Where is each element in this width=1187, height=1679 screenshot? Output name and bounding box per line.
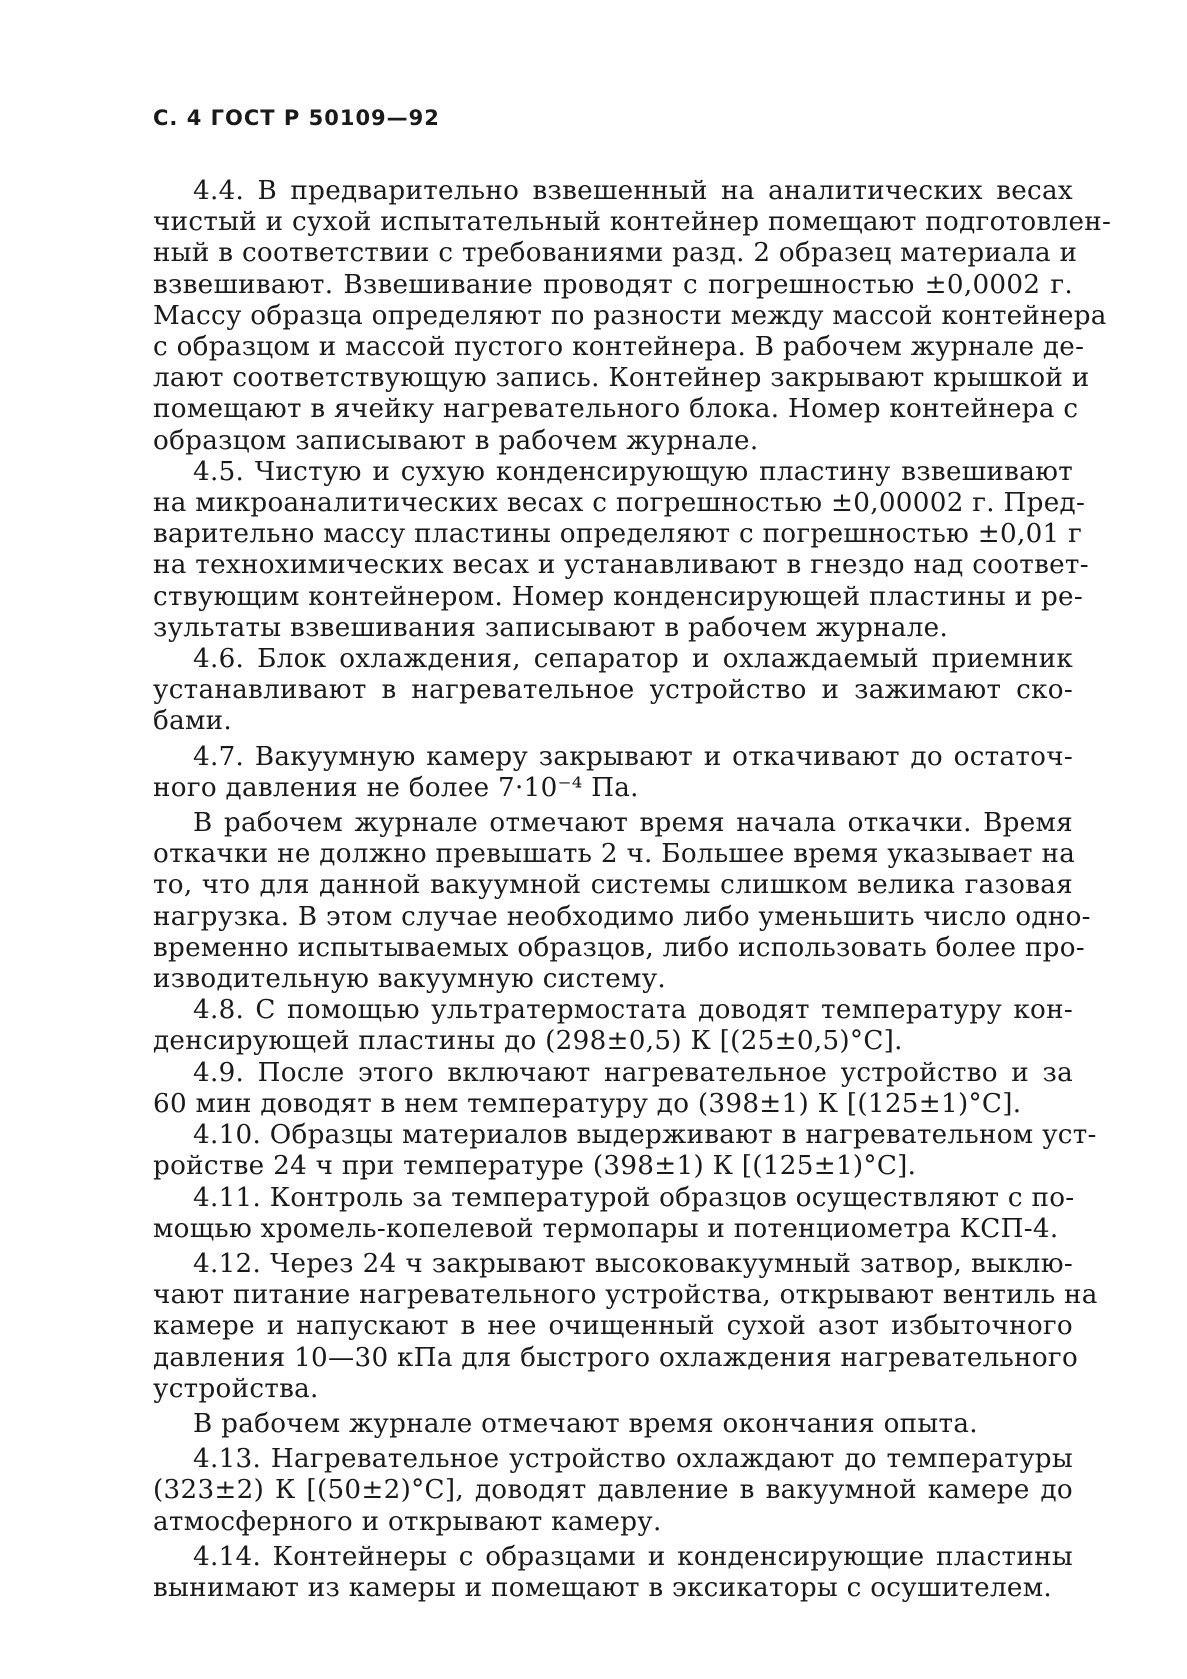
text-line: зультаты взвешивания записывают в рабочем журнале. xyxy=(153,612,949,643)
text-line: ствующим контейнером. Номер конденсирующей пластины и ре- xyxy=(153,581,1083,612)
text-line: 4.4. В предварительно взвешенный на аналитических весах xyxy=(193,176,1073,206)
text-line: бами. xyxy=(153,706,233,737)
text-line: временно испытываемых образцов, либо использовать более про- xyxy=(153,932,1085,963)
text-line: 60 мин доводят в нем температуру до (398±1) К [(125±1)°С]. xyxy=(153,1088,1022,1119)
text-line: на микроаналитических весах с погрешностью ±0,00002 г. Пред- xyxy=(153,488,1086,519)
text-line: лают соответствующую запись. Контейнер закрывают крышкой и xyxy=(153,363,1090,394)
text-line: 4.13. Нагревательное устройство охлаждают до температуры xyxy=(193,1444,1073,1475)
text-line: ный в соответствии с требованиями разд. 2 образец материала и xyxy=(153,238,1078,269)
text-line: В рабочем журнале отмечают время начала откачки. Время xyxy=(193,808,1073,839)
text-line: вынимают из камеры и помещают в эксикаторы с осушителем. xyxy=(153,1572,1052,1603)
text-line: откачки не должно превышать 2 ч. Большее время указывает на xyxy=(153,839,1076,870)
text-line: нагрузка. В этом случае необходимо либо уменьшить число одно- xyxy=(153,901,1091,932)
text-line: давления 10—30 кПа для быстрого охлаждения нагревательного xyxy=(153,1342,1079,1373)
text-line: (323±2) К [(50±2)°С], доводят давление в вакуумной камере до xyxy=(153,1475,1073,1506)
text-line: 4.5. Чистую и сухую конденсирующую пластину взвешивают xyxy=(193,456,1073,487)
text-line: 4.7. Вакуумную камеру закрывают и откачивают до остаточ- xyxy=(193,741,1073,772)
text-line: денсирующей пластины до (298±0,5) К [(25±0,5)°С]. xyxy=(153,1026,903,1057)
text-line: с образцом и массой пустого контейнера. В рабочем журнале де- xyxy=(153,332,1085,363)
text-line: 4.11. Контроль за температурой образцов осуществляют с по- xyxy=(193,1182,1075,1213)
text-line: 4.8. С помощью ультратермостата доводят температуру кон- xyxy=(193,995,1073,1026)
text-line: ройстве 24 ч при температуре (398±1) К [(125±1)°С]. xyxy=(153,1151,917,1182)
text-line: чистый и сухой испытательный контейнер помещают подготовлен- xyxy=(153,207,1112,238)
text-line: образцом записывают в рабочем журнале. xyxy=(153,425,759,456)
text-line: 4.12. Через 24 ч закрывают высоковакуумный затвор, выклю- xyxy=(193,1248,1073,1279)
text-line: на технохимических весах и устанавливают в гнездо над соответ- xyxy=(153,550,1089,581)
text-line: камере и напускают в нее очищенный сухой азот избыточного xyxy=(153,1311,1073,1342)
text-line: помещают в ячейку нагревательного блока. Номер контейнера с xyxy=(153,394,1079,425)
text-line: 4.14. Контейнеры с образцами и конденсирующие пластины xyxy=(193,1541,1073,1572)
text-line: то, что для данной вакуумной системы слишком велика газовая xyxy=(153,870,1073,901)
text-line: взвешивают. Взвешивание проводят с погрешностью ±0,0002 г. xyxy=(153,269,1073,300)
text-line: 4.6. Блок охлаждения, сепаратор и охлаждаемый приемник xyxy=(193,644,1073,675)
text-line: атмосферного и открывают камеру. xyxy=(153,1506,662,1537)
text-line: варительно массу пластины определяют с погрешностью ±0,01 г xyxy=(153,519,1083,550)
text-line: ного давления не более 7·10⁻⁴ Па. xyxy=(153,772,639,803)
text-line: устройства. xyxy=(153,1373,319,1404)
page-header: С. 4 ГОСТ Р 50109—92 xyxy=(153,106,440,130)
text-line: изводительную вакуумную систему. xyxy=(153,964,667,995)
text-line: В рабочем журнале отмечают время окончания опыта. xyxy=(193,1408,978,1439)
text-line: Массу образца определяют по разности между массой контейнера xyxy=(153,300,1107,331)
text-line: 4.10. Образцы материалов выдерживают в нагревательном уст- xyxy=(193,1120,1097,1151)
document-body xyxy=(153,176,1112,1604)
text-line: 4.9. После этого включают нагревательное устройство и за xyxy=(193,1057,1073,1088)
text-line: чают питание нагревательного устройства, открывают вентиль на xyxy=(153,1280,1098,1311)
text-line: устанавливают в нагревательное устройство и зажимают ско- xyxy=(153,675,1073,706)
text-line: мощью хромель-копелевой термопары и потенциометра КСП-4. xyxy=(153,1213,1059,1244)
